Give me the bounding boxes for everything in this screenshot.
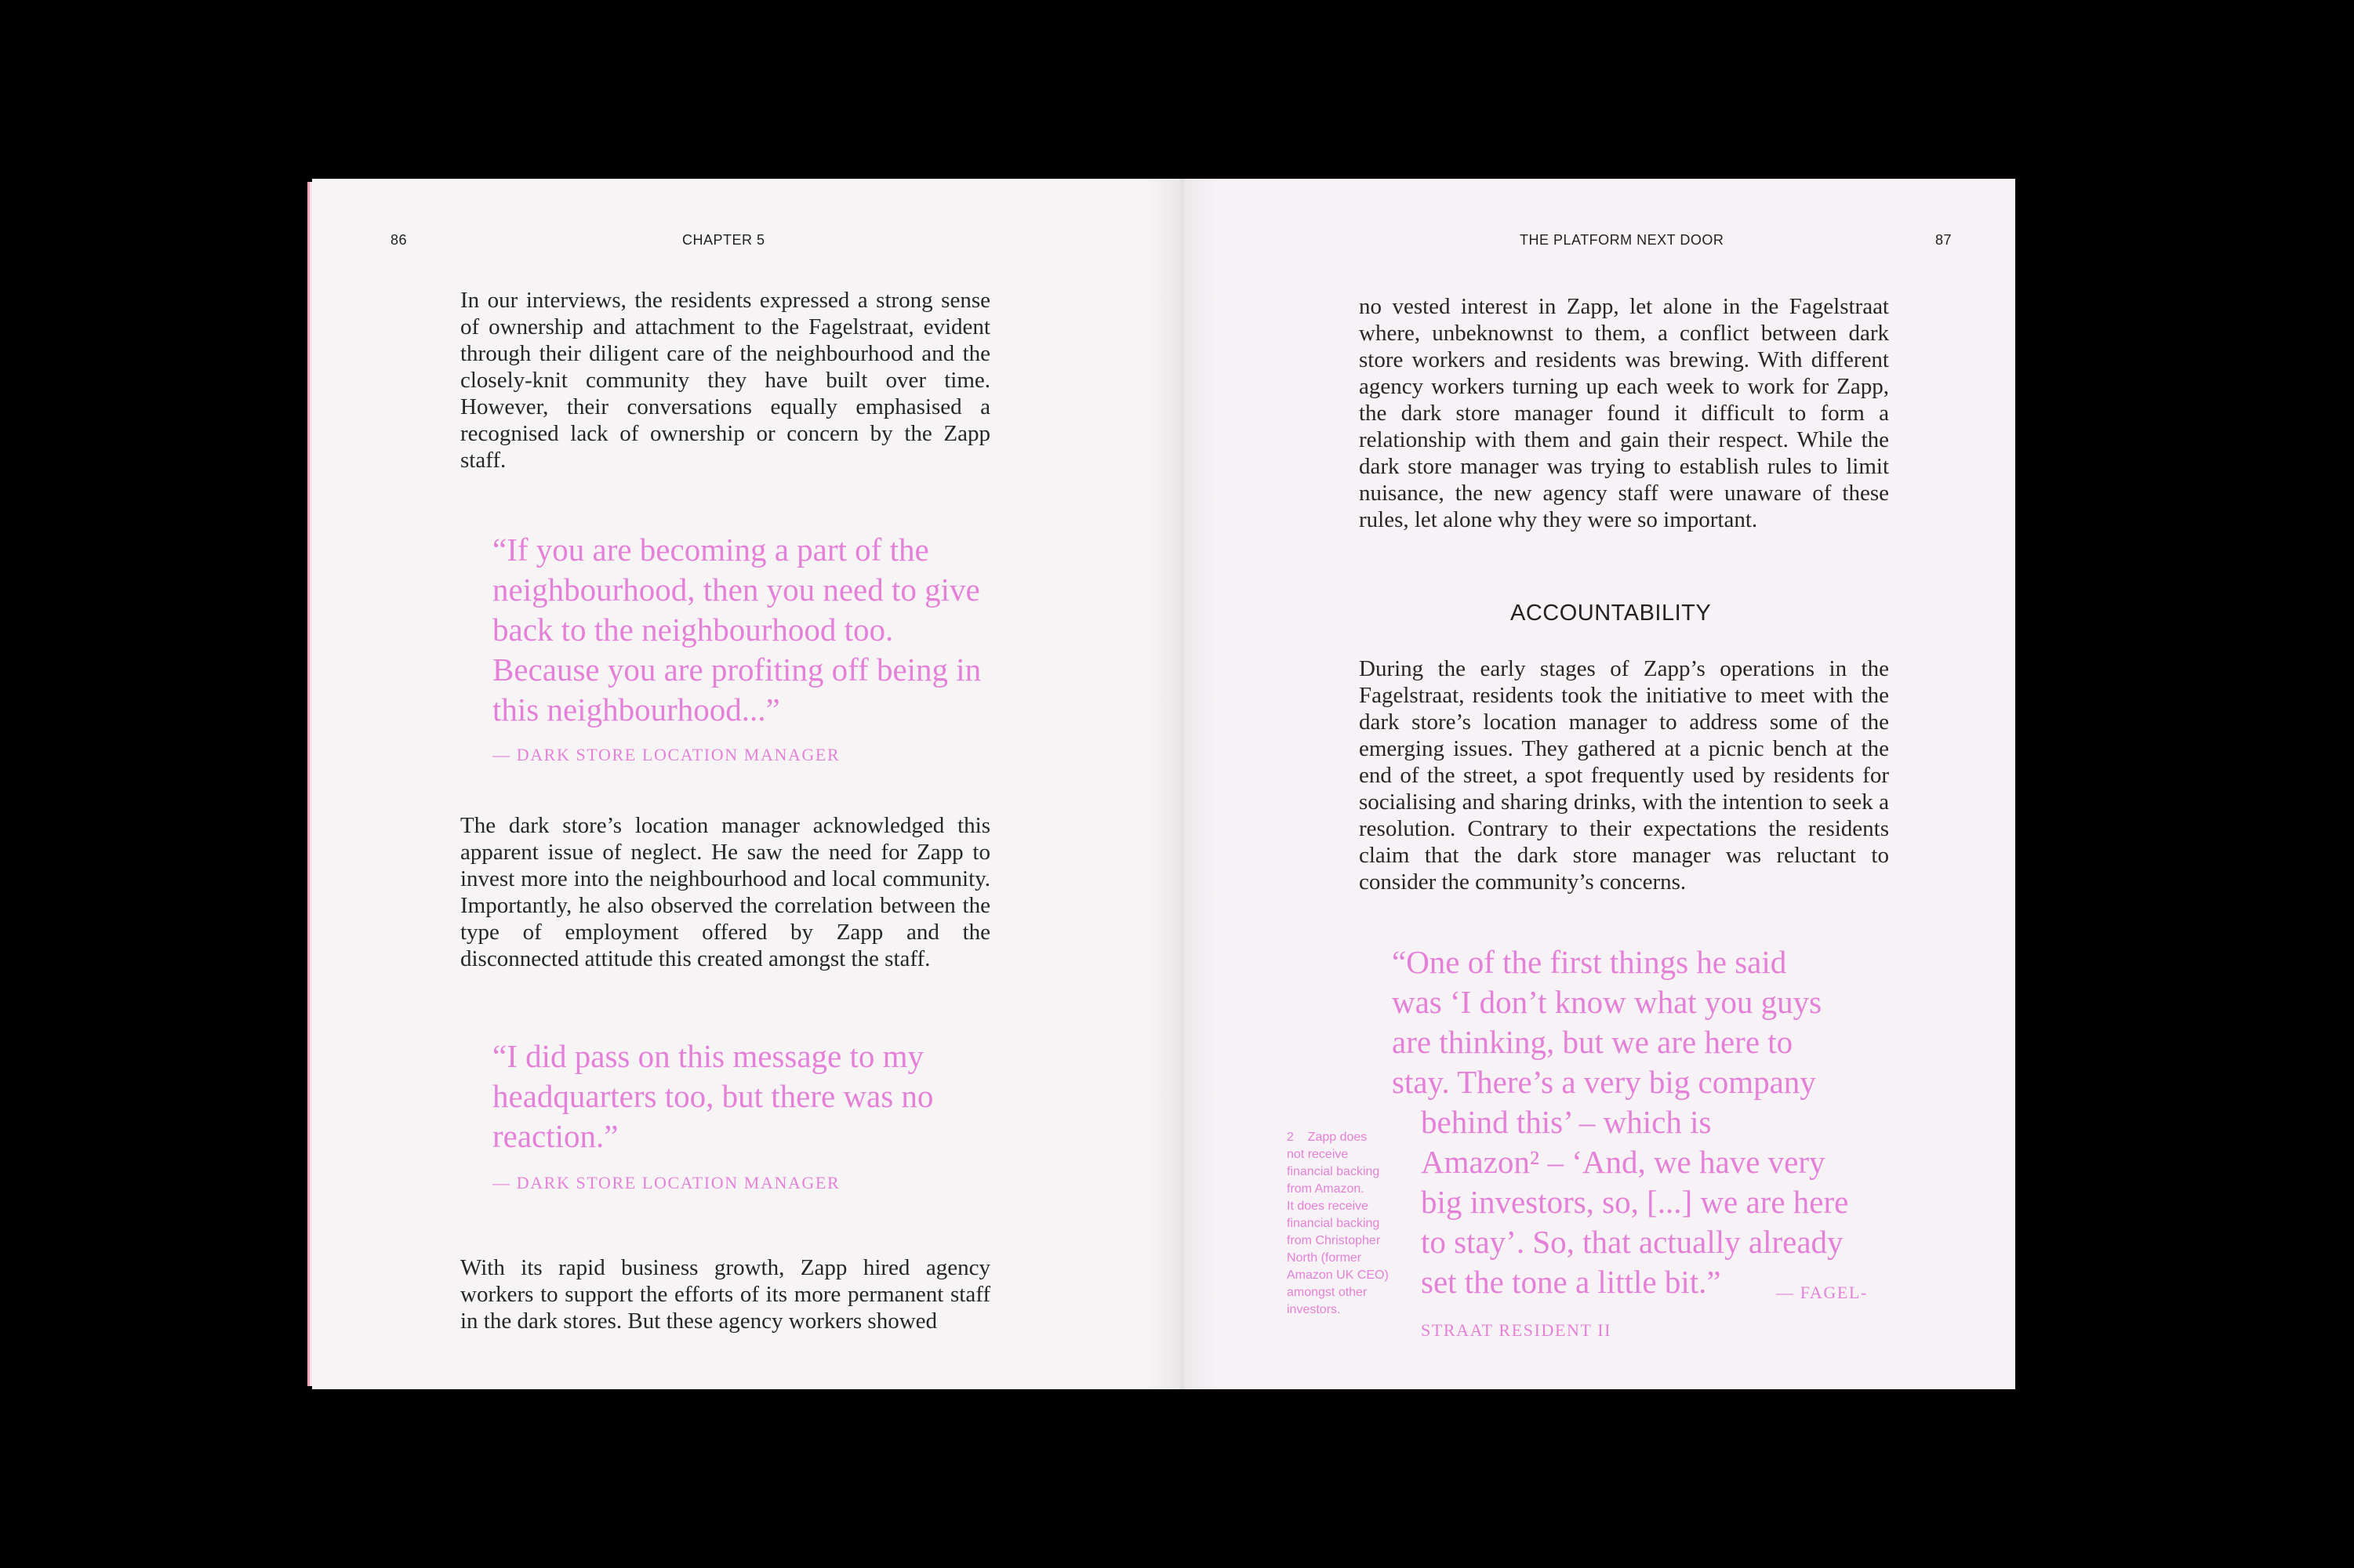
- pull-quote-3-attribution-2: STRAAT RESIDENT II: [1421, 1320, 1612, 1340]
- pull-quote-3-line-1: “One of the first things he said: [1392, 944, 1787, 980]
- pull-quote-3-attribution-1: — FAGEL-: [1776, 1283, 1868, 1302]
- body-paragraph-3: With its rapid business growth, Zapp hired agency workers to support the efforts of its more permanent staff in the dark stores. But these agency workers showed: [460, 1255, 990, 1334]
- running-head-left: CHAPTER 5: [682, 232, 765, 248]
- pull-quote-1-attribution: — DARK STORE LOCATION MANAGER: [492, 745, 841, 764]
- pull-quote-3-line-7: big investors, so, [...] we are here: [1421, 1184, 1849, 1220]
- body-paragraph-5: During the early stages of Zapp’s operations in the Fagelstraat, residents took the initiative to meet with the dark store’s location manager to address some of the emerging issues. They gathered at a picnic bench at the end of the street, a spot frequently used by residents for socialising and sharing drinks, with the intention to seek a resolution. Contrary to their expectations the residents claim that the dark store manager was reluctant to consider the community’s concerns.: [1359, 656, 1889, 895]
- footnote-line-10: amongst other: [1287, 1286, 1368, 1299]
- pull-quote-2-attribution: — DARK STORE LOCATION MANAGER: [492, 1173, 841, 1192]
- pull-quote-3-line-3: are thinking, but we are here to: [1392, 1024, 1793, 1060]
- body-paragraph-1: In our interviews, the residents expressed a strong sense of ownership and attachment to the Fagelstraat, evident through their diligent care of the neighbourhood and the closely-knit community they have built over time. However, their conversations equally emphasised a recognised lack of ownership or concern by the Zapp staff.: [460, 288, 990, 473]
- section-heading: ACCOUNTABILITY: [1510, 601, 1712, 626]
- body-paragraph-2: The dark store’s location manager acknowledged this apparent issue of neglect. He saw the need for Zapp to invest more into the neighbourhood and local community. Importantly, he also observed the correlation between the type of employment offered by Zapp and the disconnected attitude this created amongst the staff.: [460, 813, 990, 971]
- footnote-line-3: financial backing: [1287, 1165, 1380, 1178]
- running-head-right: THE PLATFORM NEXT DOOR: [1520, 232, 1724, 248]
- footnote-line-5: It does receive: [1287, 1200, 1369, 1213]
- pull-quote-3-line-9: set the tone a little bit.”: [1421, 1264, 1721, 1300]
- page-number-right: 87: [1935, 232, 1953, 248]
- book-gutter: [1146, 179, 1217, 1389]
- page-number-left: 86: [391, 232, 408, 248]
- pull-quote-3-line-2: was ‘I don’t know what you guys: [1392, 984, 1822, 1020]
- footnote-line-9: Amazon UK CEO): [1287, 1269, 1389, 1282]
- footnote-line-4: from Amazon.: [1287, 1182, 1364, 1196]
- footnote-line-2: not receive: [1287, 1148, 1349, 1161]
- pull-quote-3-line-5: behind this’ – which is: [1421, 1104, 1712, 1140]
- footnote-line-7: from Christopher: [1287, 1234, 1381, 1247]
- pull-quote-3-line-4: stay. There’s a very big company: [1392, 1064, 1816, 1100]
- footnote-line-8: North (former: [1287, 1251, 1362, 1265]
- body-paragraph-4: no vested interest in Zapp, let alone in the Fagelstraat where, unbeknownst to them, a conflict between dark store workers and residents was brewing. With different agency workers turning up each week to work for Zapp, the dark store manager found it difficult to form a relationship with them and gain their respect. While the dark store manager was trying to establish rules to limit nuisance, the new agency staff were unaware of these rules, let alone why they were so important.: [1359, 294, 1889, 532]
- pull-quote-2: “I did pass on this message to my headquarters too, but there was no reaction.”: [492, 1038, 934, 1154]
- pull-quote-3-line-8: to stay’. So, that actually already: [1421, 1224, 1844, 1260]
- pull-quote-3-line-6: Amazon² – ‘And, we have very: [1421, 1144, 1825, 1180]
- footnote-line-11: investors.: [1287, 1303, 1341, 1316]
- footnote-line-6: financial backing: [1287, 1217, 1380, 1230]
- pull-quote-1: “If you are becoming a part of the neighbourhood, then you need to give back to the neighbourhood too. Because you are profiting off being in this neighbourhood...”: [492, 532, 982, 728]
- footnote-line-1: 2 Zapp does: [1287, 1131, 1368, 1144]
